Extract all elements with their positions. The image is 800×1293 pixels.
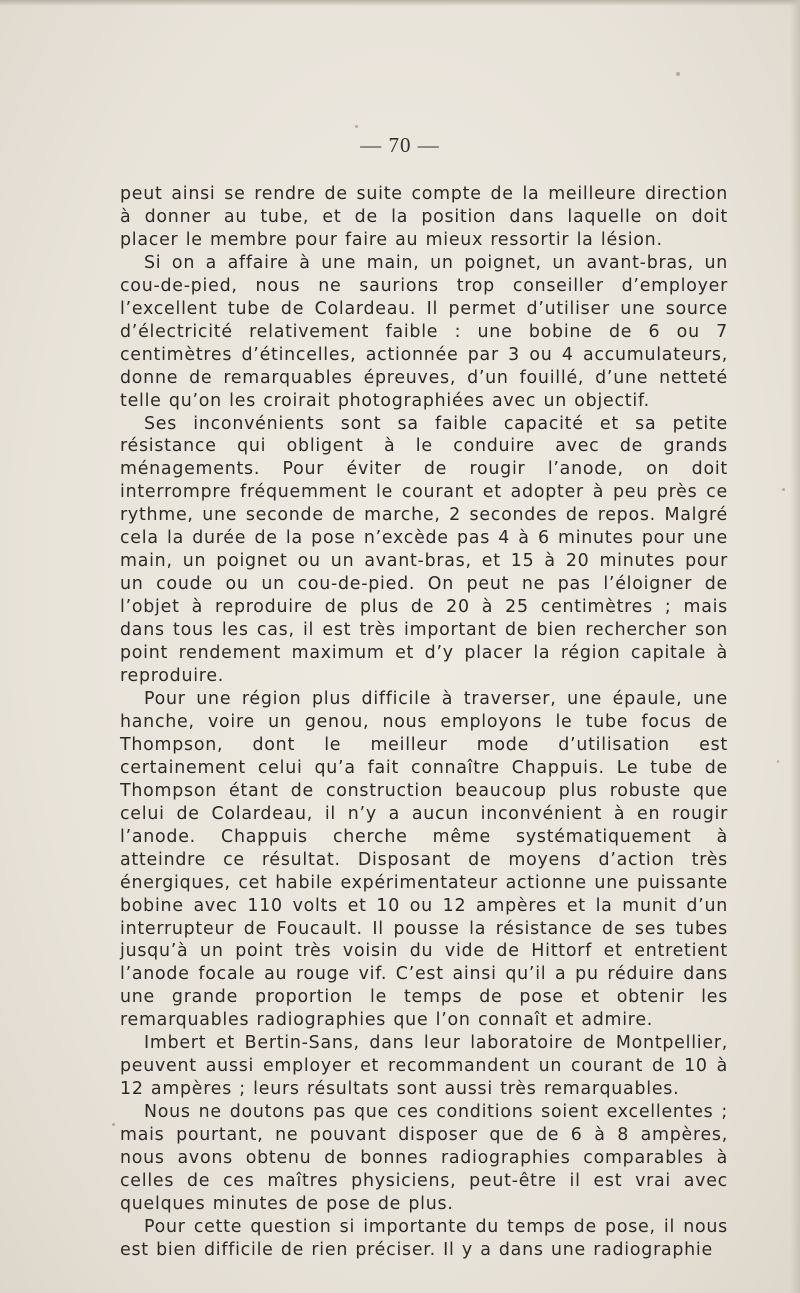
- paragraph-4: Pour une région plus difficile à traverser, une épaule, une hanche, voire un genou, nous employons le tube focus de Thompson, dont le meilleur mode d’utilisation est certainement celui qu’a fait connaître Chappuis. Le tube de Thompson étant de construction beaucoup plus robuste que celui de Colardeau, il n’y a aucun inconvénient à en rougir l’anode. Chappuis cherche même systématiquement à atteindre ce résultat. Disposant de moyens d’action très énergiques, cet habile expérimentateur actionne une puissante bobine avec 110 volts et 10 ou 12 ampères et la munit d’un interrupteur de Foucault. Il pousse la résistance de ses tubes jusqu’à un point très voisin du vide de Hittorf et entretient l’anode focale au rouge vif. C’est ainsi qu’il a pu réduire dans une grande proportion le temps de pose et obtenir les remarquables radiographies que l’on connaît et admire.: [120, 688, 728, 1031]
- paper-speck: [112, 1123, 115, 1126]
- paper-speck: [676, 72, 680, 76]
- paragraph-2: Si on a affaire à une main, un poignet, un avant-bras, un cou-de-pied, nous ne saurions trop conseiller d’employer l’excellent tube de Colardeau. Il permet d’utiliser une source d’électricité relativement faible : une bobine de 6 ou 7 centimètres d’étincelles, actionnée par 3 ou 4 accumulateurs, donne de remarquables épreuves, d’un fouillé, d’une netteté telle qu’on les croirait photographiées avec un objectif.: [120, 252, 728, 411]
- paragraph-7: Pour cette question si importante du temps de pose, il nous est bien difficile de rien préciser. Il y a dans une radiographie: [120, 1216, 728, 1260]
- scan-shadow-right: [790, 0, 800, 1293]
- body-text: [120, 183, 728, 1262]
- paper-speck: [782, 488, 785, 491]
- page-number: — 70 —: [360, 133, 440, 157]
- paragraph-6: Nous ne doutons pas que ces conditions soient excellentes ; mais pourtant, ne pouvant disposer que de 6 à 8 ampères, nous avons obtenu de bonnes radiographies comparables à celles de ces maîtres physiciens, peut-être il est vrai avec quelques minutes de pose de plus.: [120, 1102, 728, 1214]
- paragraph-5: Imbert et Bertin-Sans, dans leur laboratoire de Montpellier, peuvent aussi employer et recommandent un courant de 10 à 12 ampères ; leurs résultats sont aussi très remarquables.: [120, 1033, 728, 1100]
- paper-speck: [355, 125, 358, 128]
- scan-shadow-top: [0, 0, 800, 6]
- paper-speck: [777, 760, 779, 763]
- paragraph-1: peut ainsi se rendre de suite compte de la meilleure direction à donner au tube, et de la position dans laquelle on doit placer le membre pour faire au mieux ressortir la lésion.: [120, 184, 728, 250]
- paragraph-3: Ses inconvénients sont sa faible capacité et sa petite résistance qui obligent à le conduire avec de grands ménagements. Pour éviter de rougir l’anode, on doit interrompre fréquemment le courant et adopter à peu près ce rythme, une seconde de marche, 2 secondes de repos. Malgré cela la durée de la pose n’excède pas 4 à 6 minutes pour une main, un poignet ou un avant-bras, et 15 à 20 minutes pour un coude ou un cou-de-pied. On peut ne pas l’éloigner de l’objet à reproduire de plus de 20 à 25 centimètres ; mais dans tous les cas, il est très important de bien rechercher son point rendement maximum et d’y placer la région capitale à reproduire.: [120, 413, 728, 687]
